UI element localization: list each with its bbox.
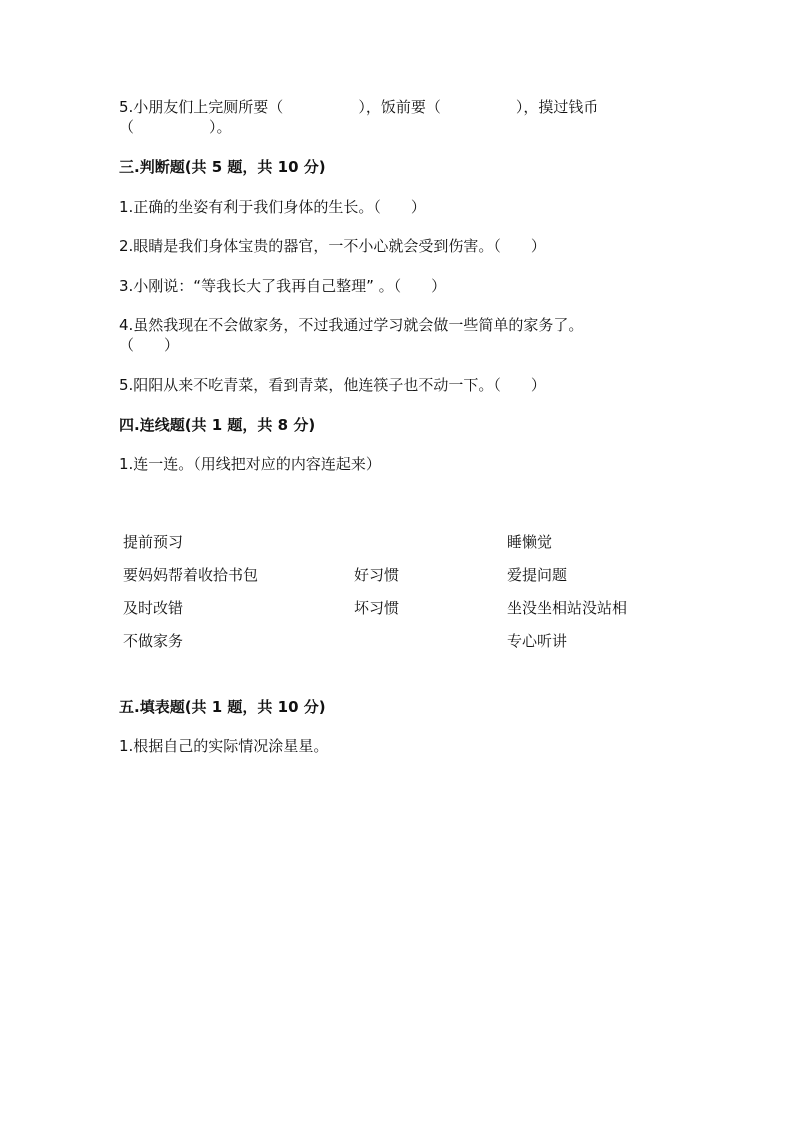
matching-right-item-3: 坐没坐相站没站相 (507, 599, 628, 617)
matching-section-heading: 四.连线题(共 1 题，共 8 分) (119, 416, 316, 434)
matching-middle-item-1: 好习惯 (354, 566, 400, 584)
judge-item-4: 4.虽然我现在不会做家务，不过我通过学习就会做一些简单的家务了。 (119, 316, 584, 334)
judge-item-3: 3.小刚说：“等我长大了我再自己整理” 。（ ） (119, 277, 447, 295)
matching-question: 1.连一连。（用线把对应的内容连起来） (119, 455, 381, 473)
matching-left-item-4: 不做家务 (123, 632, 184, 650)
judge-item-2: 2.眼睛是我们身体宝贵的器官，一不小心就会受到伤害。（ ） (119, 237, 546, 255)
judge-section-heading: 三.判断题(共 5 题，共 10 分) (119, 158, 326, 176)
judge-item-1: 1.正确的坐姿有利于我们身体的生长。（ ） (119, 198, 426, 216)
judge-item-5: 5.阳阳从来不吃青菜，看到青菜，他连筷子也不动一下。（ ） (119, 376, 546, 394)
table-question: 1.根据自己的实际情况涂星星。 (119, 737, 329, 755)
matching-left-item-1: 提前预习 (123, 533, 184, 551)
judge-item-4-blank: （ ） (119, 336, 180, 354)
fill-blank-q5-line1: 5.小朋友们上完厕所要（ ），饭前要（ ），摸过钱币 (119, 98, 599, 116)
matching-left-item-2: 要妈妈帮着收拾书包 (123, 566, 259, 584)
table-section-heading: 五.填表题(共 1 题，共 10 分) (119, 698, 326, 716)
matching-right-item-4: 专心听讲 (507, 632, 568, 650)
fill-blank-q5-line2: （ ）。 (119, 118, 232, 136)
matching-right-item-2: 爱提问题 (507, 566, 568, 584)
matching-right-item-1: 睡懒觉 (507, 533, 553, 551)
matching-left-item-3: 及时改错 (123, 599, 184, 617)
matching-middle-item-2: 坏习惯 (354, 599, 400, 617)
